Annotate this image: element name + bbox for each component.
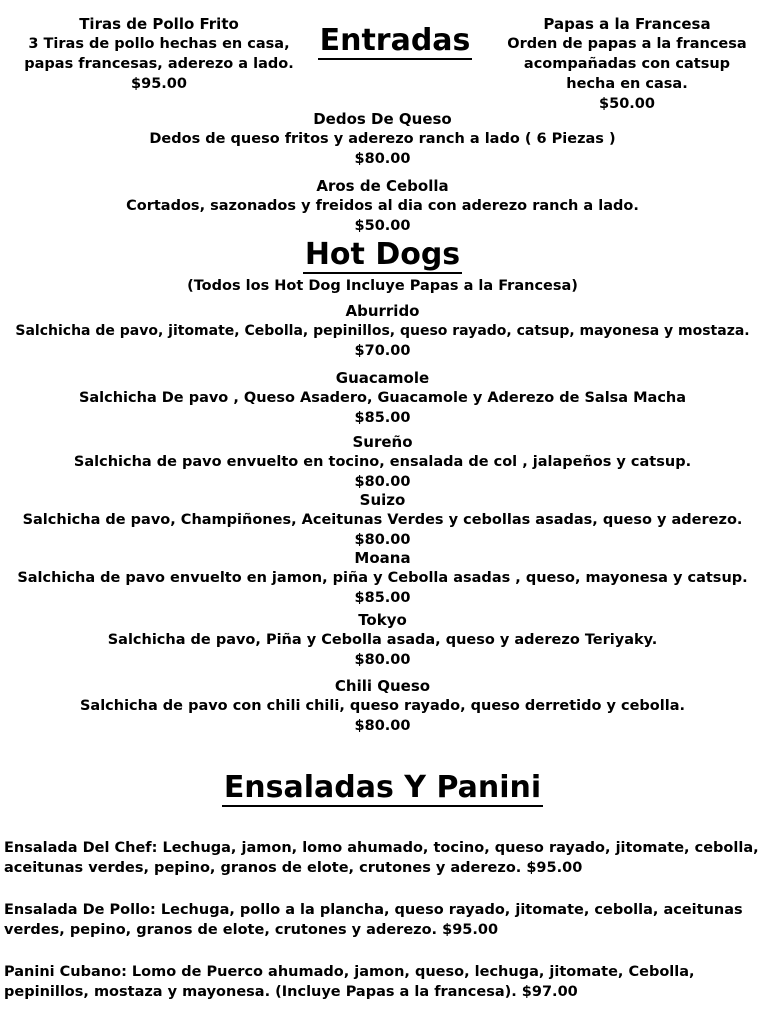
item-desc-line: papas francesas, aderezo a lado. [24,56,294,72]
item-desc-line: acompañadas con catsup [523,56,731,72]
item-desc: Lechuga, jamon, lomo ahumado, tocino, queso rayado, jitomate, cebolla, [157,840,759,856]
entrada-dedos-queso [0,109,765,169]
item-name: Dedos De Queso [313,110,452,128]
item-desc: Salchicha de pavo, Champiñones, Aceitunas Verdes y cebollas asadas, queso y aderezo. [22,512,743,528]
item-desc: Dedos de queso fritos y aderezo ranch a lado ( 6 Piezas ) [149,131,616,147]
item-desc-line: 3 Tiras de pollo hechas en casa, [28,36,290,52]
section-title-text: Ensaladas Y Panini [223,770,542,805]
section-title-entradas [300,22,490,60]
hotdog-aburrido [0,301,765,361]
item-desc: Salchicha de pavo, Piña y Cebolla asada, queso y aderezo Teriyaky. [107,632,658,648]
hotdog-moana [0,548,765,608]
section-title-text: Hot Dogs [304,237,461,272]
item-name: Aburrido [345,302,420,320]
section-title-text: Entradas [319,23,471,58]
item-price: $70.00 [354,343,411,359]
item-name: Papas a la Francesa [543,15,711,33]
item-desc-line: hecha en casa. [566,76,688,92]
item-name: Chili Queso [334,677,431,695]
item-price: $80.00 [354,718,411,734]
item-desc: Cortados, sazonados y freidos al dia con aderezo ranch a lado. [126,198,639,214]
item-name: Panini Cubano: [4,964,127,980]
item-desc: Lomo de Puerco ahumado, jamon, queso, lechuga, jitomate, Cebolla, [126,964,695,980]
item-name: Tiras de Pollo Frito [79,15,239,33]
item-desc: Salchicha de pavo, jitomate, Cebolla, pepinillos, queso rayado, catsup, mayonesa y mostaza. [15,323,750,339]
item-desc: Salchicha de pavo envuelto en jamon, piña y Cebolla asadas , queso, mayonesa y catsup. [17,570,748,586]
item-price: $85.00 [354,590,411,606]
item-desc-line: verdes, pepino, granos de elote, crutones y aderezo. $95.00 [4,922,499,938]
item-price: $85.00 [354,410,411,426]
entrada-tiras-pollo [14,14,304,94]
item-name: Ensalada Del Chef: [4,840,158,856]
item-desc-line: Orden de papas a la francesa [507,36,747,52]
hotdog-suizo [0,490,765,550]
ensalada-de-pollo [4,900,764,940]
item-name: Tokyo [358,611,407,629]
hotdogs-note: (Todos los Hot Dog Incluye Papas a la Francesa) [187,278,578,294]
hotdog-tokyo [0,610,765,670]
item-name: Moana [354,549,411,567]
entrada-papas-francesa [482,14,765,114]
item-name: Aros de Cebolla [316,177,449,195]
hotdog-guacamole [0,368,765,428]
item-price: $95.00 [131,76,187,92]
item-desc: Salchicha de pavo envuelto en tocino, ensalada de col , jalapeños y catsup. [73,454,692,470]
item-desc: Salchicha De pavo , Queso Asadero, Guacamole y Aderezo de Salsa Macha [78,390,687,406]
hotdog-chili-queso [0,676,765,736]
ensalada-del-chef [4,838,764,878]
item-name: Sureño [352,433,413,451]
item-desc: Lechuga, pollo a la plancha, queso rayado, jitomate, cebolla, aceitunas [155,902,743,918]
item-desc-line: pepinillos, mostaza y mayonesa. (Incluye Papas a la francesa). $97.00 [4,984,578,1000]
item-desc-line: aceitunas verdes, pepino, granos de elote, crutones y aderezo. $95.00 [4,860,583,876]
item-name: Ensalada De Pollo: [4,902,156,918]
entrada-aros-cebolla [0,176,765,236]
section-title-ensaladas [0,768,765,808]
item-price: $50.00 [599,96,655,112]
item-desc: Salchicha de pavo con chili chili, queso rayado, queso derretido y cebolla. [79,698,686,714]
item-price: $80.00 [354,652,411,668]
item-price: $80.00 [354,151,411,167]
item-price: $80.00 [354,532,411,548]
item-name: Guacamole [335,369,430,387]
hotdog-sureno [0,432,765,492]
item-price: $80.00 [354,474,411,490]
section-title-hotdogs [0,236,765,274]
item-name: Suizo [359,491,406,509]
panini-cubano [4,962,764,1002]
item-price: $50.00 [354,218,411,234]
